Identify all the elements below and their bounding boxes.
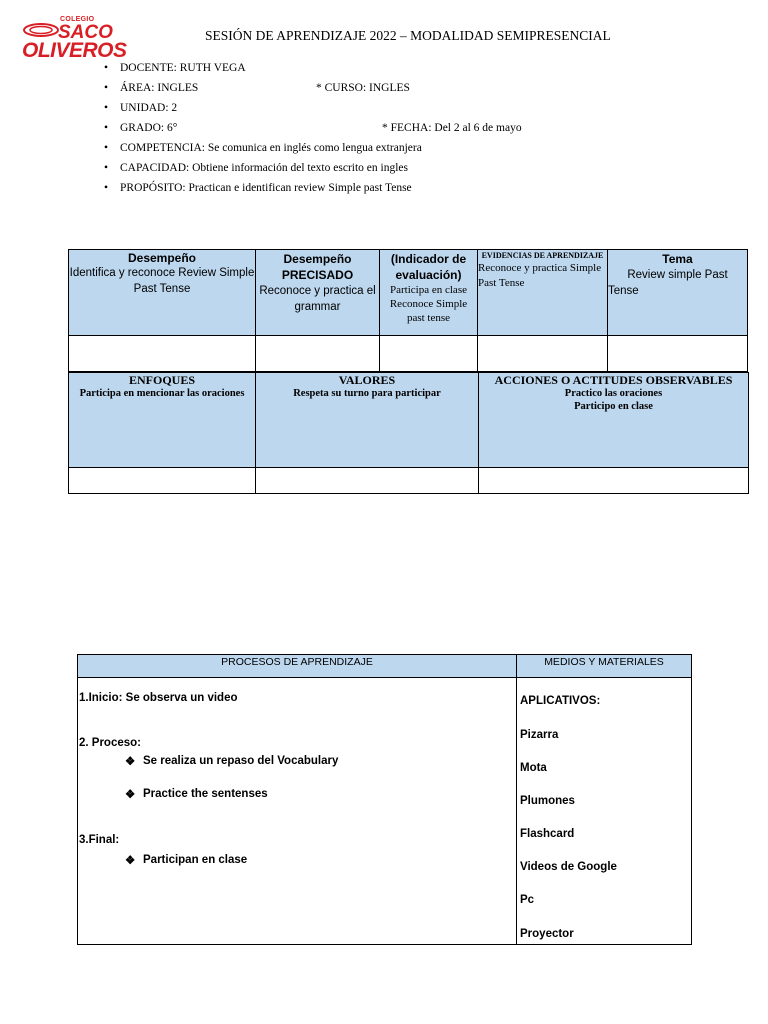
acciones-text-1: Practico las oraciones bbox=[564, 388, 663, 399]
desempeno-cell bbox=[69, 250, 256, 336]
enfoques-title: ENFOQUES bbox=[128, 373, 195, 387]
precisado-title1: Desempeño bbox=[283, 252, 352, 266]
unidad-text: UNIDAD: 2 bbox=[120, 102, 178, 114]
material-item: APLICATIVOS: bbox=[520, 695, 601, 707]
competencia-text: COMPETENCIA: Se comunica en inglés como lengua extranjera bbox=[120, 142, 422, 154]
docente-text: DOCENTE: RUTH VEGA bbox=[120, 62, 246, 74]
diamond-bullet-icon: ❖ bbox=[125, 855, 136, 867]
procesos-body bbox=[78, 678, 517, 945]
evidencias-title: EVIDENCIAS DE APRENDIZAJE bbox=[481, 251, 604, 260]
material-item: Mota bbox=[520, 762, 547, 774]
empty-cell bbox=[380, 336, 478, 372]
indicador-title: (Indicador de evaluación) bbox=[390, 252, 467, 282]
acciones-cell bbox=[479, 373, 749, 468]
material-item: Pc bbox=[520, 894, 535, 906]
inicio-text: 1.Inicio: Se observa un video bbox=[79, 692, 238, 704]
final-item-1: Participan en clase bbox=[143, 854, 248, 866]
desempeno-table bbox=[68, 249, 748, 372]
valores-text: Respeta su turno para participar bbox=[293, 388, 441, 399]
bullet: • bbox=[104, 162, 109, 174]
medios-header: MEDIOS Y MATERIALES bbox=[517, 655, 692, 678]
empty-cell bbox=[256, 468, 479, 494]
enfoques-table bbox=[68, 372, 749, 494]
desempeno-text: Identifica y reconoce Review Simple Past Tense bbox=[69, 267, 255, 295]
acciones-text-2: Participo en clase bbox=[574, 401, 653, 412]
material-item: Plumones bbox=[520, 795, 575, 807]
capacidad-text: CAPACIDAD: Obtiene información del texto escrito en ingles bbox=[120, 162, 408, 174]
tema-text-1: Review simple Past bbox=[627, 269, 728, 281]
bullet: • bbox=[104, 182, 109, 194]
tema-text-2: Tense bbox=[608, 285, 639, 297]
medios-body bbox=[517, 678, 692, 945]
valores-cell bbox=[256, 373, 479, 468]
empty-cell bbox=[69, 336, 256, 372]
procesos-table bbox=[77, 654, 692, 945]
bullet: • bbox=[104, 82, 109, 94]
acciones-title: ACCIONES O ACTITUDES OBSERVABLES bbox=[494, 373, 733, 387]
evidencias-cell bbox=[478, 250, 608, 336]
material-item: Pizarra bbox=[520, 729, 559, 741]
empty-cell bbox=[478, 336, 608, 372]
diamond-bullet-icon: ❖ bbox=[125, 789, 136, 801]
bullet: • bbox=[104, 142, 109, 154]
procesos-header: PROCESOS DE APRENDIZAJE bbox=[78, 655, 517, 678]
precisado-cell bbox=[256, 250, 380, 336]
proceso-item-1: Se realiza un repaso del Vocabulary bbox=[143, 755, 339, 767]
indicador-cell bbox=[380, 250, 478, 336]
enfoques-text: Participa en mencionar las oraciones bbox=[79, 388, 245, 399]
enfoques-cell bbox=[69, 373, 256, 468]
logo-oliveros-text: OLIVEROS bbox=[22, 39, 127, 62]
bullet: • bbox=[104, 122, 109, 134]
evidencias-text: Reconoce y practica Simple Past Tense bbox=[478, 262, 602, 289]
bullet: • bbox=[104, 102, 109, 114]
school-logo bbox=[18, 14, 127, 64]
area-text: ÁREA: INGLES bbox=[120, 82, 199, 94]
curso-text: * CURSO: INGLES bbox=[316, 82, 410, 94]
empty-cell bbox=[69, 468, 256, 494]
material-item: Flashcard bbox=[520, 828, 575, 840]
empty-cell bbox=[479, 468, 749, 494]
proceso-text: 2. Proceso: bbox=[79, 737, 141, 749]
diamond-bullet-icon: ❖ bbox=[125, 756, 136, 768]
logo-swoosh-icon bbox=[22, 22, 60, 38]
desempeno-title: Desempeño bbox=[127, 251, 197, 265]
final-text: 3.Final: bbox=[79, 834, 120, 846]
proposito-text: PROPÓSITO: Practican e identifican review Simple past Tense bbox=[120, 182, 412, 194]
material-item: Videos de Google bbox=[520, 861, 617, 873]
bullet: • bbox=[104, 62, 109, 74]
proceso-item-2: Practice the sentenses bbox=[143, 788, 268, 800]
empty-cell bbox=[608, 336, 748, 372]
logo-saco-text: SACO bbox=[58, 22, 113, 43]
page-title: SESIÓN DE APRENDIZAJE 2022 – MODALIDAD SEMIPRESENCIAL bbox=[205, 28, 611, 43]
logo-colegio-text: COLEGIO bbox=[60, 16, 95, 23]
fecha-text: * FECHA: Del 2 al 6 de mayo bbox=[382, 122, 522, 134]
grado-text: GRADO: 6° bbox=[120, 122, 178, 134]
tema-cell bbox=[608, 250, 748, 336]
empty-cell bbox=[256, 336, 380, 372]
precisado-text: Reconoce y practica el grammar bbox=[259, 285, 376, 313]
valores-title: VALORES bbox=[338, 373, 396, 387]
precisado-title2: PRECISADO bbox=[281, 268, 354, 282]
material-item: Proyector bbox=[520, 928, 574, 940]
tema-title: Tema bbox=[662, 252, 693, 266]
indicador-text: Participa en clase Reconoce Simple past tense bbox=[389, 284, 468, 324]
